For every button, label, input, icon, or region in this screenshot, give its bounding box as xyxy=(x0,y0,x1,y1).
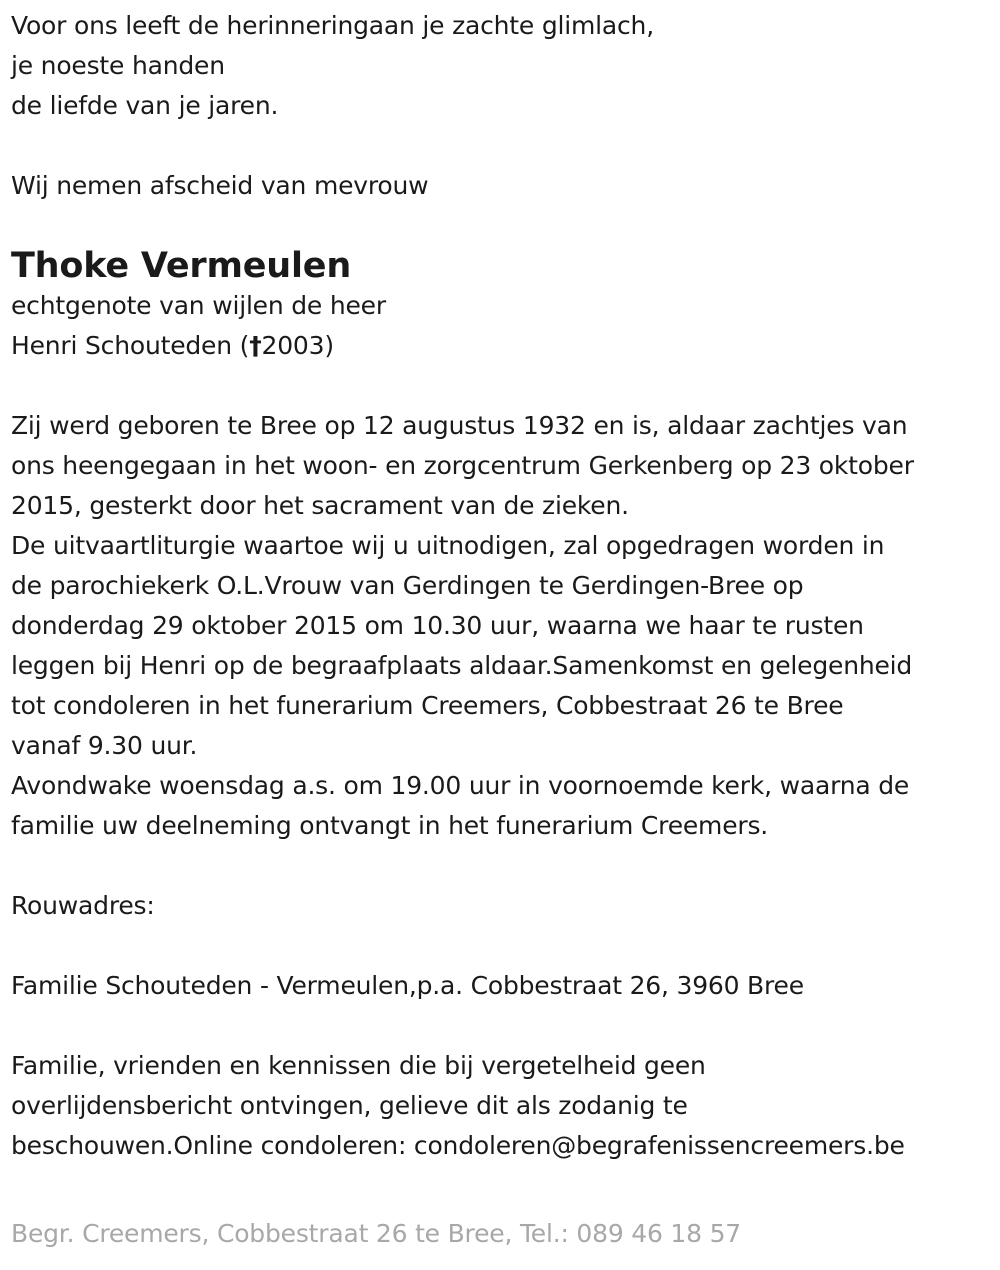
body-line: 2015, gesterkt door het sacrament van de zieken. xyxy=(11,491,629,520)
poem-line: Voor ons leeft de herinneringaan je zachte glimlach, xyxy=(11,11,654,40)
relation-text: echtgenote van wijlen de heer xyxy=(11,291,386,320)
closing-line: beschouwen.Online condoleren: condoleren@begrafenissencreemers.be xyxy=(11,1131,905,1160)
body-line: de parochiekerk O.L.Vrouw van Gerdingen te Gerdingen-Bree op xyxy=(11,571,804,600)
poem xyxy=(11,6,991,126)
closing-line: overlijdensbericht ontvingen, gelieve dit als zodanig te xyxy=(11,1091,688,1120)
poem-line: de liefde van je jaren. xyxy=(11,91,279,120)
cross-icon: † xyxy=(249,331,262,360)
intro-text: Wij nemen afscheid van mevrouw xyxy=(11,171,429,200)
deceased-name: Thoke Vermeulen xyxy=(11,246,352,286)
obituary-notice xyxy=(11,0,991,1166)
spacer xyxy=(11,366,991,406)
spouse-year: 2003) xyxy=(261,331,334,360)
body-line: Avondwake woensdag a.s. om 19.00 uur in voornoemde kerk, waarna de xyxy=(11,771,910,800)
spacer xyxy=(11,1006,991,1046)
spouse-line xyxy=(11,326,991,366)
address-label: Rouwadres: xyxy=(11,891,155,920)
spacer xyxy=(11,846,991,886)
body-line: donderdag 29 oktober 2015 om 10.30 uur, waarna we haar te rusten xyxy=(11,611,864,640)
spacer xyxy=(11,926,991,966)
body-line: leggen bij Henri op de begraafplaats aldaar.Samenkomst en gelegenheid xyxy=(11,651,913,680)
body-line: ons heengegaan in het woon- en zorgcentrum Gerkenberg op 23 oktober xyxy=(11,451,914,480)
spacer xyxy=(11,206,991,239)
spacer xyxy=(11,126,991,166)
body-line: De uitvaartliturgie waartoe wij u uitnodigen, zal opgedragen worden in xyxy=(11,531,885,560)
address-value: Familie Schouteden - Vermeulen,p.a. Cobbestraat 26, 3960 Bree xyxy=(11,971,804,1000)
body-line: Zij werd geboren te Bree op 12 augustus 1932 en is, aldaar zachtjes van xyxy=(11,411,908,440)
spouse-name: Henri Schouteden ( xyxy=(11,331,250,360)
body-line: vanaf 9.30 uur. xyxy=(11,731,198,760)
body-line: tot condoleren in het funerarium Creemers, Cobbestraat 26 te Bree xyxy=(11,691,844,720)
body-line: familie uw deelneming ontvangt in het funerarium Creemers. xyxy=(11,811,769,840)
poem-line: je noeste handen xyxy=(11,51,225,80)
closing-text xyxy=(11,1046,991,1166)
closing-line: Familie, vrienden en kennissen die bij vergetelheid geen xyxy=(11,1051,706,1080)
funeral-home-footer: Begr. Creemers, Cobbestraat 26 te Bree, Tel.: 089 46 18 57 xyxy=(11,1219,742,1248)
body-text xyxy=(11,406,991,846)
